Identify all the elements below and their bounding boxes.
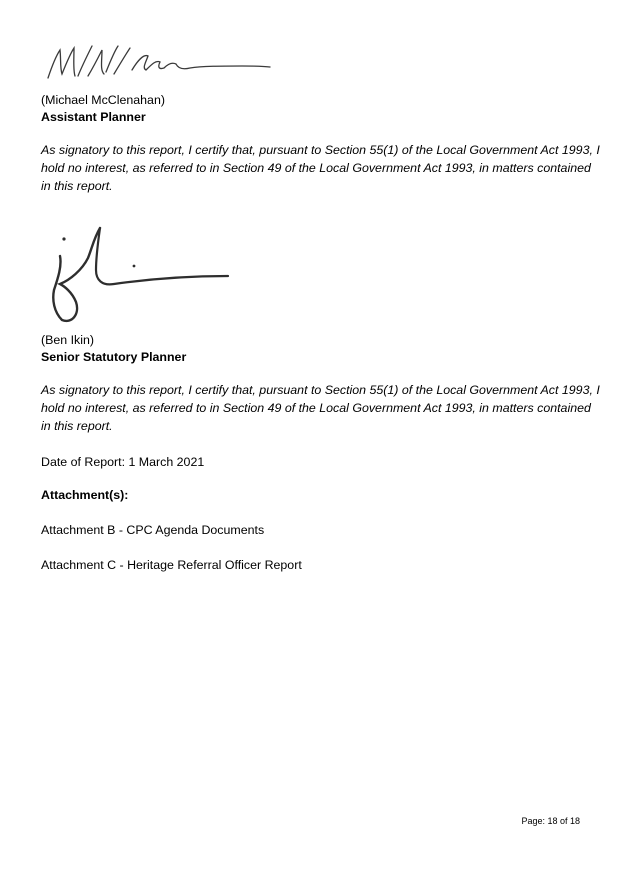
signatory-2-declaration: As signatory to this report, I certify that, pursuant to Section 55(1) of the Local Government Act 1993, I hold no interest, as referred to in Section 49 of the Local Government Act 1993, in matters contained in this report. [41,383,600,433]
signature-image-2 [42,220,232,328]
date-of-report: Date of Report: 1 March 2021 [41,455,205,469]
signatory-2-title: Senior Statutory Planner [41,350,187,364]
page-number: Page: 18 of 18 [521,816,580,826]
attachment-item: Attachment C - Heritage Referral Officer Report [41,558,302,572]
signature-image-1 [42,40,274,86]
signatory-1-declaration: As signatory to this report, I certify that, pursuant to Section 55(1) of the Local Government Act 1993, I hold no interest, as referred to in Section 49 of the Local Government Act 1993, in matters contained in this report. [41,143,600,193]
attachments-heading: Attachment(s): [41,488,129,502]
signatory-2-name: (Ben Ikin) [41,333,95,347]
attachment-item: Attachment B - CPC Agenda Documents [41,523,265,537]
signatory-1-name: (Michael McClenahan) [41,93,165,107]
signatory-1-title: Assistant Planner [41,110,146,124]
